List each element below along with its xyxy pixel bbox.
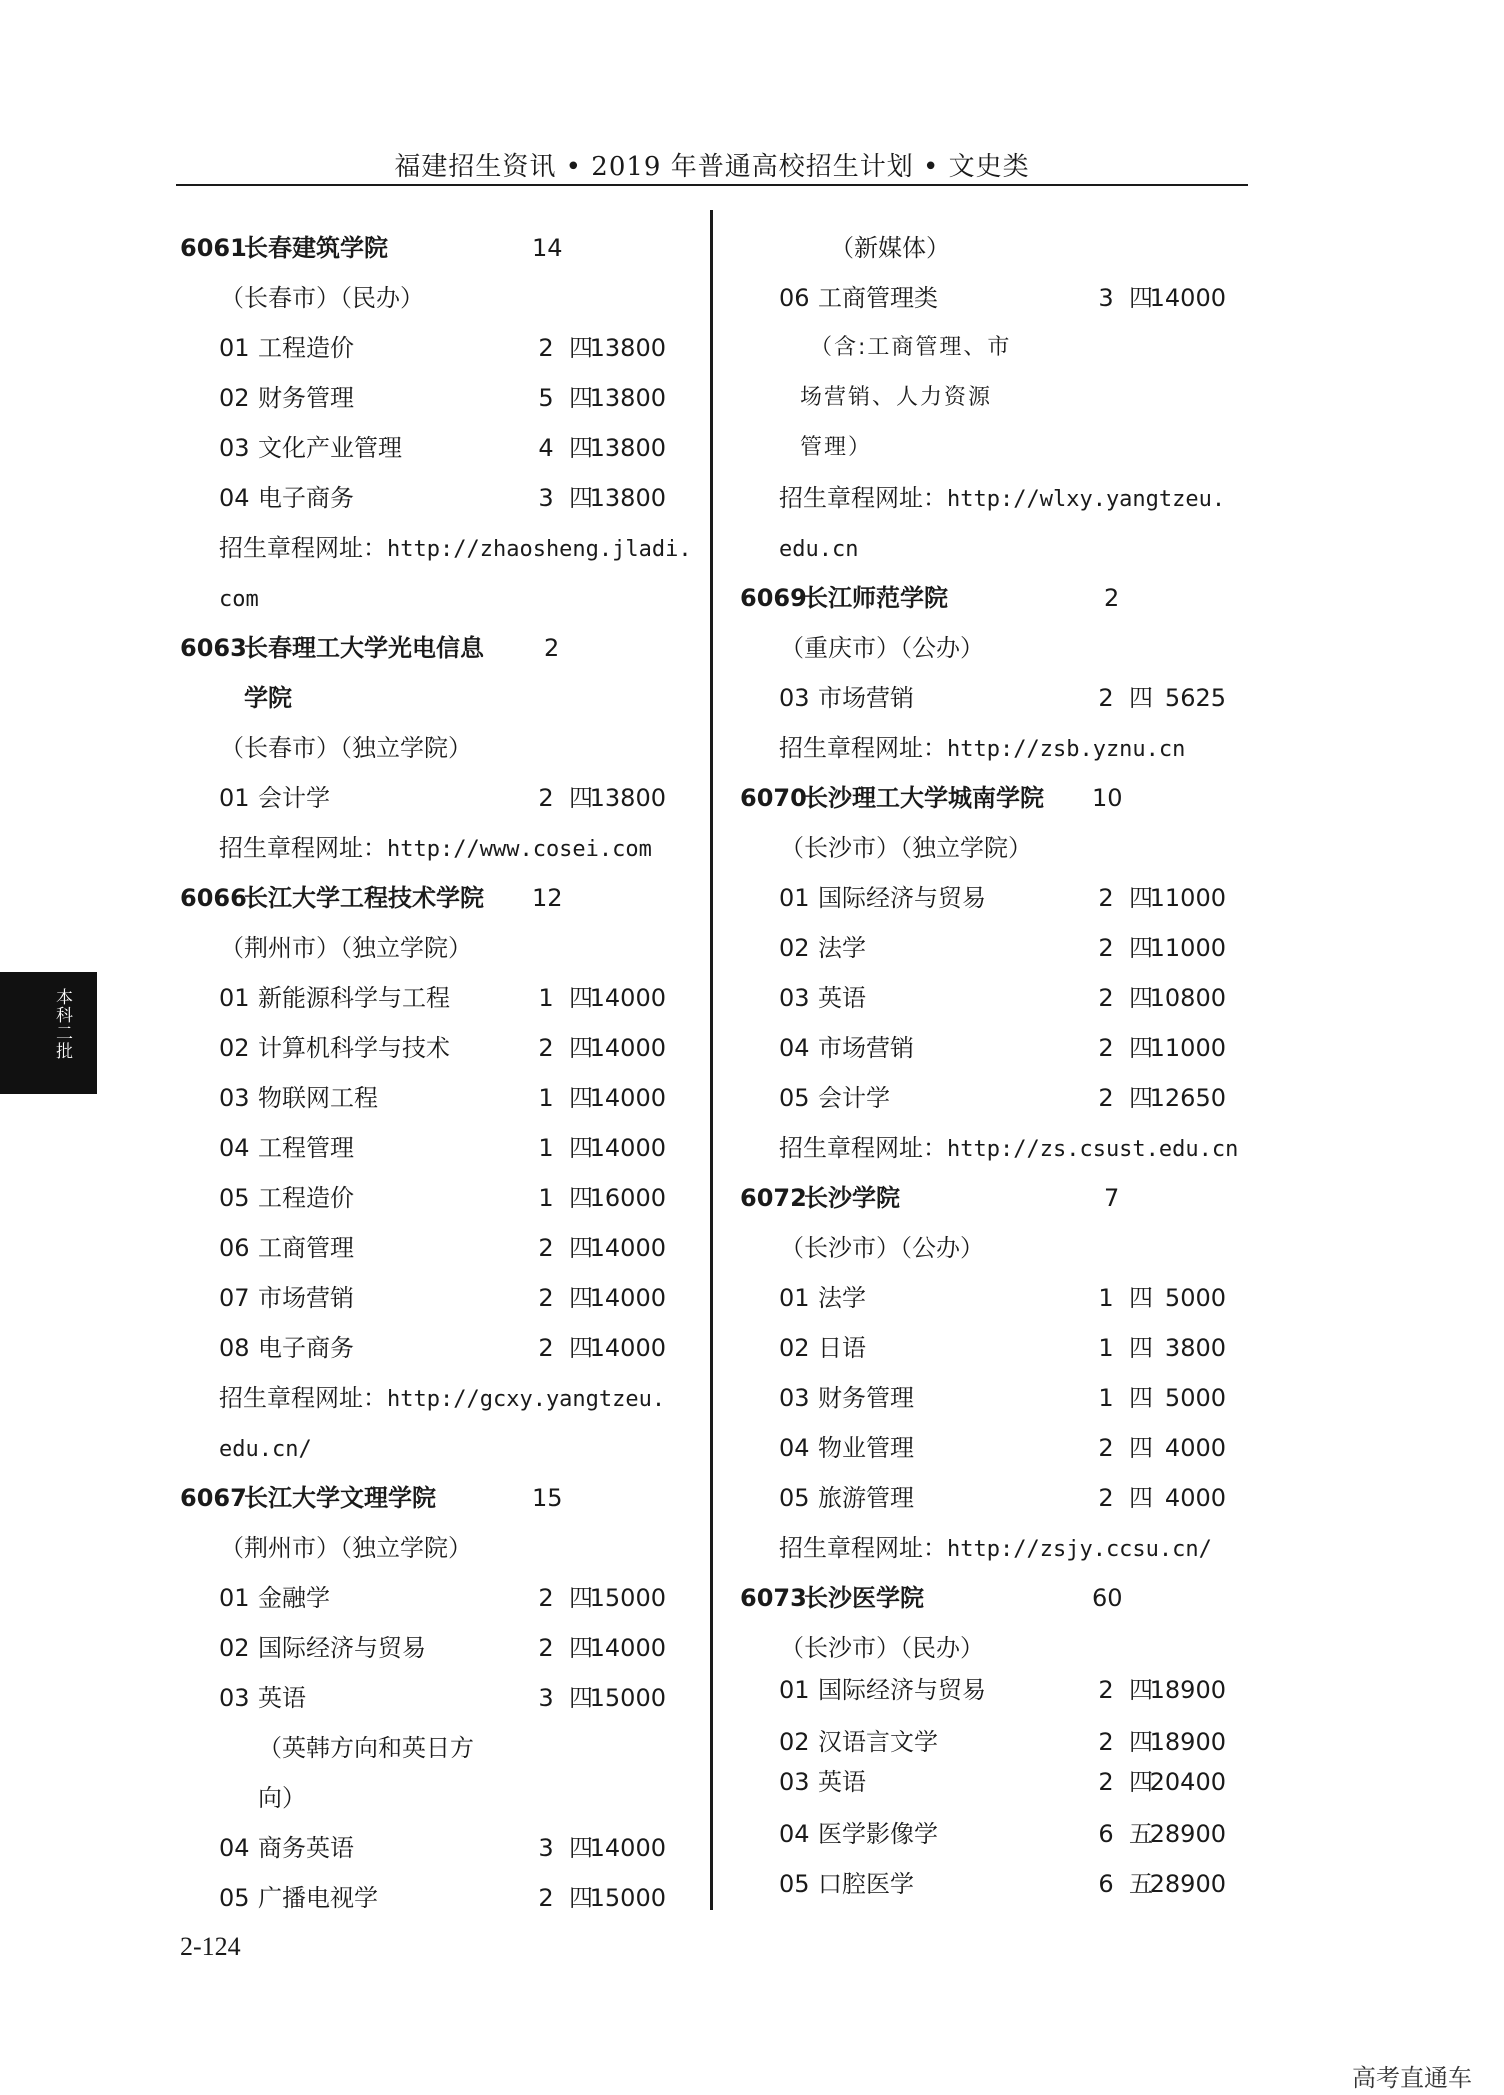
school-name: 长春建筑学院 [244,234,388,262]
major-count: 2 [538,1334,554,1362]
major-years: 四 [569,1684,593,1712]
major-count: 6 [1098,1820,1114,1848]
major-fee: 18900 [1149,1676,1226,1704]
watermark: 高考直通车 [1352,2064,1472,2092]
url-label: 招生章程网址： [779,1134,947,1162]
url-link[interactable]: http://zsjy.ccsu.cn/ [947,1537,1212,1562]
url-link[interactable]: edu.cn [779,537,859,562]
admission-url-continued [779,523,858,573]
major-code: 03 [219,434,250,462]
major-name: 会计学 [258,784,330,812]
major-name: 汉语言文学 [818,1728,938,1756]
continued-note: （新媒体） [830,234,950,262]
major-years: 四 [1129,1434,1153,1462]
major-code: 06 [219,1234,250,1262]
major-name: 法学 [818,1284,866,1312]
major-count: 5 [538,384,554,412]
major-note: （英韩方向和英日方 [258,1734,474,1762]
major-name: 财务管理 [818,1384,914,1412]
major-fee: 20400 [1149,1768,1226,1796]
major-code: 08 [219,1334,250,1362]
major-name: 工程造价 [258,1184,354,1212]
major-name: 金融学 [258,1584,330,1612]
major-name: 工程造价 [258,334,354,362]
major-fee: 5625 [1164,684,1226,712]
major-code: 04 [219,1134,250,1162]
major-fee: 11000 [1149,884,1226,912]
admission-url [219,523,692,573]
major-years: 四 [1129,284,1153,312]
major-years: 五 [1129,1820,1153,1848]
major-name: 物联网工程 [258,1084,378,1112]
major-years: 四 [569,1034,593,1062]
major-note-continued: 向） [258,1784,306,1812]
major-name: 市场营销 [818,684,914,712]
major-years: 四 [569,484,593,512]
school-total: 15 [532,1484,563,1512]
school-code: 6072 [740,1184,807,1212]
major-name: 工商管理类 [818,284,938,312]
school-name: 长江师范学院 [804,584,948,612]
major-fee: 14000 [1149,284,1226,312]
admission-url [779,1523,1212,1573]
school-location: （重庆市）（公办） [780,634,984,662]
major-fee: 15000 [589,1584,666,1612]
url-link[interactable]: http://gcxy.yangtzeu. [387,1387,666,1412]
major-name: 口腔医学 [818,1870,914,1898]
major-years: 四 [569,784,593,812]
major-count: 2 [1098,1434,1114,1462]
major-fee: 4000 [1164,1484,1226,1512]
major-count: 2 [1098,1484,1114,1512]
major-count: 2 [1098,684,1114,712]
major-count: 1 [1098,1384,1114,1412]
major-fee: 28900 [1149,1870,1226,1898]
url-label: 招生章程网址： [219,534,387,562]
major-code: 05 [779,1484,810,1512]
major-years: 四 [1129,1676,1153,1704]
major-count: 2 [538,1284,554,1312]
major-fee: 14000 [589,1284,666,1312]
major-count: 2 [538,334,554,362]
major-code: 01 [779,884,810,912]
major-years: 四 [569,1884,593,1912]
major-years: 四 [569,1334,593,1362]
major-years: 四 [569,1584,593,1612]
major-fee: 15000 [589,1684,666,1712]
major-name: 日语 [818,1334,866,1362]
school-location: （长沙市）（独立学院） [780,834,1032,862]
major-years: 四 [1129,1384,1153,1412]
major-fee: 16000 [589,1184,666,1212]
major-fee: 14000 [589,1234,666,1262]
major-code: 03 [779,1768,810,1796]
major-count: 4 [538,434,554,462]
school-total: 7 [1104,1184,1120,1212]
school-total: 10 [1092,784,1123,812]
school-code: 6070 [740,784,807,812]
major-name: 电子商务 [258,1334,354,1362]
major-note-continued: 管理） [800,435,873,460]
school-code: 6061 [180,234,247,262]
major-name: 国际经济与贸易 [818,884,986,912]
major-years: 四 [1129,984,1153,1012]
major-name: 财务管理 [258,384,354,412]
major-years: 四 [569,1834,593,1862]
major-count: 1 [538,1184,554,1212]
major-name: 会计学 [818,1084,890,1112]
major-name: 国际经济与贸易 [818,1676,986,1704]
major-count: 6 [1098,1870,1114,1898]
major-code: 05 [779,1870,810,1898]
school-code: 6067 [180,1484,247,1512]
major-code: 03 [779,684,810,712]
school-total: 2 [544,634,560,662]
major-count: 3 [1098,284,1114,312]
major-name: 物业管理 [818,1434,914,1462]
major-years: 四 [1129,1768,1153,1796]
major-name: 市场营销 [258,1284,354,1312]
school-total: 14 [532,234,563,262]
admission-url [219,823,652,873]
major-code: 01 [779,1284,810,1312]
major-name: 工程管理 [258,1134,354,1162]
major-fee: 13800 [589,384,666,412]
major-name: 英语 [818,984,866,1012]
major-count: 3 [538,1684,554,1712]
major-count: 2 [1098,984,1114,1012]
major-code: 02 [219,384,250,412]
header-rule [176,184,1248,186]
major-years: 四 [1129,1728,1153,1756]
major-code: 03 [779,1384,810,1412]
major-note: （含:工商管理、市 [810,335,1012,360]
major-years: 四 [569,1284,593,1312]
major-years: 四 [1129,1484,1153,1512]
major-name: 文化产业管理 [258,434,402,462]
major-code: 04 [219,484,250,512]
major-fee: 12650 [1149,1084,1226,1112]
major-code: 04 [779,1034,810,1062]
major-years: 四 [1129,934,1153,962]
major-years: 四 [569,434,593,462]
major-code: 02 [779,1334,810,1362]
major-name: 新能源科学与工程 [258,984,450,1012]
major-fee: 15000 [589,1884,666,1912]
admission-url-continued [219,1423,312,1473]
major-name: 电子商务 [258,484,354,512]
school-location: （荆州市）（独立学院） [220,934,472,962]
major-name: 广播电视学 [258,1884,378,1912]
major-years: 四 [569,984,593,1012]
major-fee: 11000 [1149,1034,1226,1062]
school-location: （长春市）（民办） [220,284,424,312]
major-count: 2 [538,784,554,812]
major-code: 06 [779,284,810,312]
major-count: 2 [538,1634,554,1662]
major-name: 英语 [258,1684,306,1712]
major-code: 01 [219,334,250,362]
major-count: 2 [1098,1768,1114,1796]
major-name: 工商管理 [258,1234,354,1262]
major-code: 01 [219,984,250,1012]
major-years: 四 [569,384,593,412]
url-link[interactable]: http://www.cosei.com [387,837,652,862]
page-number: 2-124 [180,1932,241,1961]
major-count: 2 [538,1584,554,1612]
school-name: 长春理工大学光电信息 [244,634,484,662]
school-name: 长沙理工大学城南学院 [804,784,1044,812]
major-fee: 14000 [589,984,666,1012]
major-name: 英语 [818,1768,866,1796]
admission-url [779,723,1185,773]
major-years: 四 [1129,1084,1153,1112]
major-count: 2 [1098,1676,1114,1704]
school-code: 6073 [740,1584,807,1612]
major-years: 四 [569,1634,593,1662]
school-name: 学院 [244,684,292,712]
major-code: 02 [219,1634,250,1662]
major-fee: 14000 [589,1084,666,1112]
major-years: 四 [569,1234,593,1262]
major-code: 04 [779,1434,810,1462]
side-tab [0,972,97,1094]
major-fee: 13800 [589,784,666,812]
major-code: 05 [779,1084,810,1112]
url-link[interactable]: http://wlxy.yangtzeu. [947,487,1226,512]
school-location: （长沙市）（民办） [780,1634,984,1662]
major-fee: 28900 [1149,1820,1226,1848]
major-fee: 14000 [589,1034,666,1062]
school-name: 长江大学文理学院 [244,1484,436,1512]
school-code: 6066 [180,884,247,912]
side-tab-label: 本科二批 [52,988,72,1060]
major-name: 商务英语 [258,1834,354,1862]
school-total: 12 [532,884,563,912]
major-years: 四 [1129,1284,1153,1312]
school-code: 6063 [180,634,247,662]
school-location: （长沙市）（公办） [780,1234,984,1262]
major-years: 四 [569,1084,593,1112]
major-count: 2 [1098,1084,1114,1112]
major-count: 2 [1098,934,1114,962]
major-code: 02 [779,1728,810,1756]
major-fee: 4000 [1164,1434,1226,1462]
major-name: 市场营销 [818,1034,914,1062]
major-years: 四 [569,1134,593,1162]
admission-url-continued [219,573,259,623]
major-fee: 14000 [589,1834,666,1862]
major-name: 旅游管理 [818,1484,914,1512]
url-link[interactable]: com [219,587,259,612]
major-years: 四 [569,334,593,362]
page-header-title: 福建招生资讯 • 2019 年普通高校招生计划 • 文史类 [394,152,1030,182]
major-code: 03 [779,984,810,1012]
major-count: 1 [538,1084,554,1112]
school-name: 长沙学院 [804,1184,900,1212]
major-years: 四 [1129,1034,1153,1062]
major-name: 计算机科学与技术 [258,1034,450,1062]
major-count: 3 [538,484,554,512]
major-years: 四 [1129,884,1153,912]
column-divider [710,210,713,1910]
major-name: 国际经济与贸易 [258,1634,426,1662]
major-count: 1 [1098,1284,1114,1312]
major-code: 03 [219,1084,250,1112]
major-fee: 13800 [589,484,666,512]
major-count: 2 [538,1234,554,1262]
major-code: 04 [219,1834,250,1862]
major-fee: 11000 [1149,934,1226,962]
url-link[interactable]: http://zsb.yznu.cn [947,737,1186,762]
url-label: 招生章程网址： [219,834,387,862]
major-fee: 10800 [1149,984,1226,1012]
major-fee: 5000 [1164,1384,1226,1412]
school-location: （荆州市）（独立学院） [220,1534,472,1562]
major-years: 五 [1129,1870,1153,1898]
url-link[interactable]: http://zs.csust.edu.cn [947,1137,1239,1162]
major-count: 2 [1098,884,1114,912]
major-fee: 3800 [1164,1334,1226,1362]
major-code: 02 [219,1034,250,1062]
major-count: 2 [1098,1034,1114,1062]
major-count: 3 [538,1834,554,1862]
major-code: 02 [779,934,810,962]
admission-url [779,1123,1238,1173]
major-count: 2 [1098,1728,1114,1756]
major-note-continued: 场营销、人力资源 [800,385,993,410]
major-fee: 18900 [1149,1728,1226,1756]
school-code: 6069 [740,584,807,612]
major-count: 2 [538,1034,554,1062]
admission-url [219,1373,665,1423]
major-years: 四 [1129,684,1153,712]
url-label: 招生章程网址： [779,1534,947,1562]
url-label: 招生章程网址： [779,484,947,512]
school-name: 长沙医学院 [804,1584,924,1612]
major-fee: 5000 [1164,1284,1226,1312]
major-code: 04 [779,1820,810,1848]
major-fee: 13800 [589,334,666,362]
major-years: 四 [569,1184,593,1212]
major-fee: 14000 [589,1634,666,1662]
major-fee: 14000 [589,1134,666,1162]
school-total: 60 [1092,1584,1123,1612]
major-code: 03 [219,1684,250,1712]
url-label: 招生章程网址： [779,734,947,762]
major-count: 1 [538,984,554,1012]
major-count: 2 [538,1884,554,1912]
major-fee: 13800 [589,434,666,462]
major-count: 1 [1098,1334,1114,1362]
major-code: 07 [219,1284,250,1312]
school-name: 长江大学工程技术学院 [244,884,484,912]
major-code: 05 [219,1184,250,1212]
major-name: 法学 [818,934,866,962]
major-code: 05 [219,1884,250,1912]
major-code: 01 [219,1584,250,1612]
school-total: 2 [1104,584,1120,612]
admission-url [779,473,1225,523]
url-link[interactable]: http://zhaosheng.jladi. [387,537,692,562]
school-location: （长春市）（独立学院） [220,734,472,762]
major-code: 01 [779,1676,810,1704]
major-count: 1 [538,1134,554,1162]
major-years: 四 [1129,1334,1153,1362]
url-link[interactable]: edu.cn/ [219,1437,312,1462]
major-code: 01 [219,784,250,812]
url-label: 招生章程网址： [219,1384,387,1412]
major-fee: 14000 [589,1334,666,1362]
major-name: 医学影像学 [818,1820,938,1848]
